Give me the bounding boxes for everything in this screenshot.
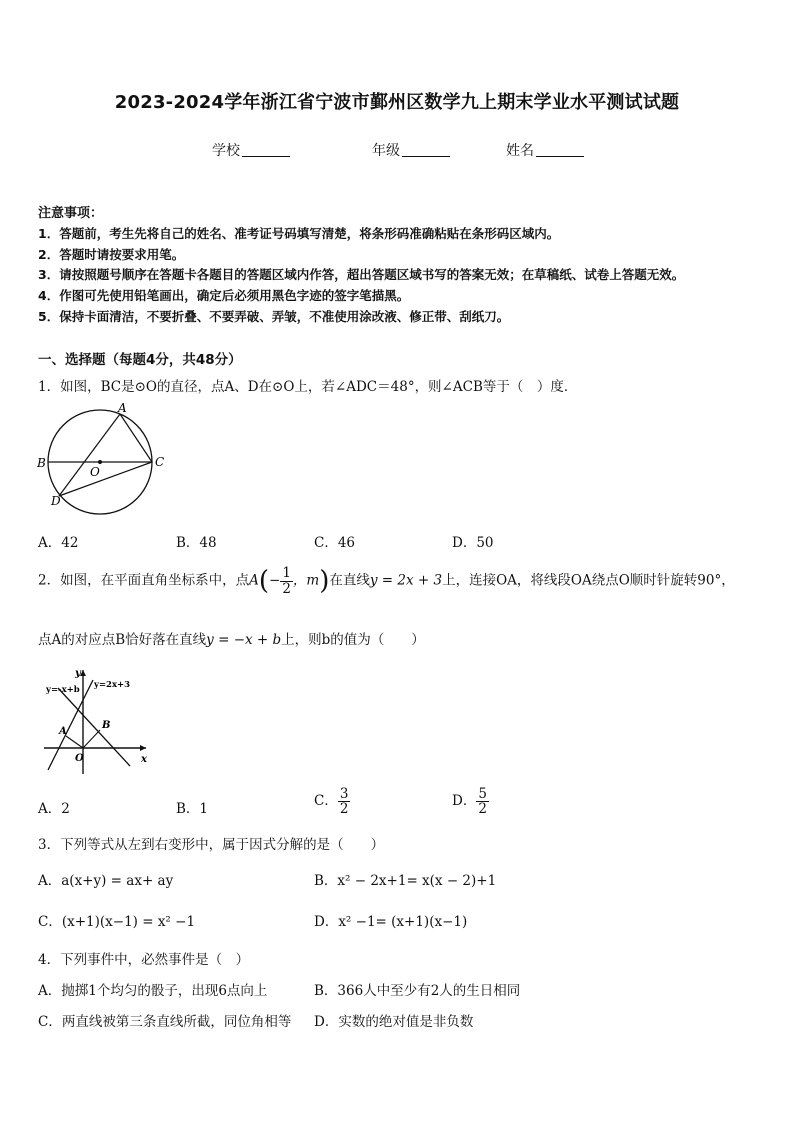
note-item: 5．保持卡面清洁，不要折叠、不要弄破、弄皱，不准使用涂改液、修正带、刮纸刀。 [38,309,510,324]
q2-text-c: 上，连接OA，将线段OA绕点O顺时针旋转90°， [442,572,735,589]
note-item: 4．作图可先使用铅笔画出，确定后必须用黑色字迹的签字笔描黑。 [38,288,410,303]
question-4-text: 4．下列事件中，必然事件是（ ） [38,952,250,968]
q1-option-d: D．50 [452,535,494,551]
page-title: 2023-2024学年浙江省宁波市鄞州区数学九上期末学业水平测试试题 [114,92,680,113]
segment-oa [66,736,83,748]
q2-text-b: 在直线 [329,572,370,589]
q3-option-d: D．x² −1= (x+1)(x−1) [314,914,468,930]
label-origin: O [75,753,84,764]
note-item: 2．答题时请按要求用笔。 [38,247,185,262]
q2-neg: − [269,572,281,589]
q2-fraction [280,566,293,595]
q3-option-b: B．x² − 2x+1= x(x − 2)+1 [314,873,497,889]
note-item: 1．答题前，考生先将自己的姓名、准考证号码填写清楚，将条形码准确粘贴在条形码区域内。 [38,226,560,241]
q2-option-c-prefix: C． [314,793,338,810]
q1-option-a: A．42 [38,535,79,551]
segment-ob [83,730,100,748]
q2-option-c-num: 3 [339,786,349,802]
question-3-text: 3．下列等式从左到右变形中，属于因式分解的是（ ） [38,837,385,853]
q2-comma-m: ，m [292,572,320,589]
q2-text-e: 上，则b的值为（ ） [281,632,425,648]
q2-option-c [314,787,350,816]
q2-frac-den: 2 [282,580,291,597]
question-1-text: 1．如图，BC是⊙O的直径，点A、D在⊙O上，若∠ADC＝48°，则∠ACB等于（ ）度． [38,379,578,395]
q2-option-d-prefix: D． [452,793,477,810]
label-b: B [37,456,46,470]
q2-point-a: A [249,572,259,589]
label-a: A [118,401,127,415]
q2-option-c-fraction [338,787,351,816]
q2-option-d-den: 2 [478,801,487,818]
q3-option-a: A．a(x+y) = ax+ ay [38,873,174,889]
q2-option-d-num: 5 [478,786,487,802]
grade-blank [402,142,450,157]
q2-option-d-fraction [476,787,489,816]
q1-option-b: B．48 [176,535,217,551]
chord-ac [120,414,152,462]
q4-option-a: A．抛掷1个均匀的骰子，出现6点向上 [38,983,268,999]
q2-option-d [452,787,489,816]
label-x-axis: x [141,754,147,765]
school-blank [242,142,290,157]
q2-equation-1: y = 2x + 3 [369,572,443,589]
q2-graph-figure [38,666,150,778]
q2-text-a: 2．如图，在平面直角坐标系中，点 [38,572,250,589]
q2-option-c-den: 2 [339,801,349,818]
question-2-line1 [38,566,735,596]
name-blank [536,142,584,157]
q4-option-c: C．两直线被第三条直线所截，同位角相等 [38,1014,292,1030]
q2-option-b: B．1 [176,801,209,817]
label-point-a: A [59,726,67,737]
label-o: O [90,465,100,479]
center-point [98,460,102,464]
grade-label: 年级 [372,143,400,159]
q3-option-c: C．(x+1)(x−1) = x² −1 [38,914,196,930]
chord-ad [59,414,120,496]
chord-dc [59,462,152,496]
q2-text-d: 点A的对应点B恰好落在直线 [38,632,207,648]
y-axis-arrow [80,670,86,676]
school-field [212,140,290,160]
q2-frac-num: 1 [282,565,291,582]
label-point-b: B [102,720,111,731]
q1-option-c: C．46 [314,535,356,551]
name-label: 姓名 [506,143,534,159]
label-c: C [155,455,165,469]
q2-paren-open: ( [258,566,269,596]
section-heading: 一、选择题（每题4分，共48分） [38,352,242,368]
q1-circle-figure [34,398,170,524]
x-axis-arrow [140,745,146,751]
q2-equation-2: y = −x + b [206,632,282,648]
label-y-axis: y [75,668,81,679]
q4-option-b: B．366人中至少有2人的生日相同 [314,983,521,999]
label-line-2: y=2x+3 [94,680,131,690]
name-field [506,140,584,160]
label-d: D [51,494,61,508]
question-2-line2 [38,628,425,648]
q4-option-d: D．实数的绝对值是非负数 [314,1014,474,1030]
label-line-1: y=-x+b [46,685,80,695]
q2-paren-close: ) [319,566,330,596]
school-label: 学校 [212,143,240,159]
q2-option-a: A．2 [38,801,70,817]
notes-heading: 注意事项： [38,206,104,221]
note-item: 3．请按照题号顺序在答题卡各题目的答题区域内作答，超出答题区域书写的答案无效；在草稿纸、试卷上答题无效。 [38,267,685,282]
grade-field [372,140,450,160]
